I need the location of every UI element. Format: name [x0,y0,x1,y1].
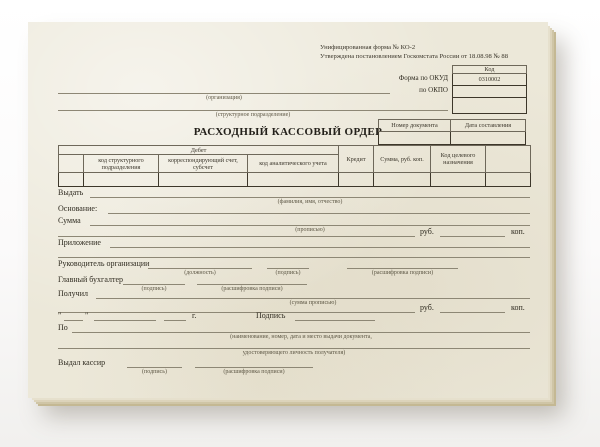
blank-header-cell [486,146,531,173]
accountant-signname-line [197,284,307,285]
doc-number-header: Номер документа [379,120,451,132]
received-sum-sublabel: (сумма прописью) [289,300,337,306]
entry-cell [339,173,374,187]
sum-line [90,225,530,226]
cashier-signature-sublabel: (подпись) [142,369,167,375]
analytic-col-header: код аналитического учета [248,155,339,173]
director-position-line [148,268,252,269]
director-position-sublabel: (должность) [184,270,216,276]
director-label: Руководитель организации [58,259,150,268]
day-line [64,320,83,321]
cashier-signname-line [195,367,313,368]
unit-line [58,110,448,111]
year-line [164,320,186,321]
extra-code-cell [453,98,527,114]
okpo-label: по ОКПО [419,86,448,94]
director-signname-sublabel: (расшифровка подписи) [371,270,434,276]
form-ref-line1: Унифицированная форма № КО-2 [320,44,416,51]
entry-cell [486,173,531,187]
kopecks-line-1 [440,236,505,237]
struct-col-header: код структурного подразделения [84,155,159,173]
basis-line [108,213,530,214]
okud-label: Форма по ОКУД [398,74,448,82]
blank-subheader-cell [59,155,84,173]
signature-line [295,320,375,321]
attachment-line-2 [58,257,530,258]
rub-label-1: руб. [420,227,434,236]
fio-sublabel: (фамилия, имя, отчество) [277,199,343,205]
received-continuation-line [58,312,415,313]
issue-to-line [90,197,530,198]
kop-label-1: коп. [511,227,525,236]
doc-date-cell [451,132,526,145]
basis-label: Основание: [58,204,98,213]
month-line [94,320,156,321]
accountant-label: Главный бухгалтер [58,275,123,284]
credit-header-cell: Кредит [339,146,374,173]
entry-cell [374,173,431,187]
year-label: г. [192,311,197,320]
okpo-value-cell [453,86,527,98]
rub-label-2: руб. [420,303,434,312]
kop-label-2: коп. [511,303,525,312]
entry-cell [159,173,248,187]
entry-cell [431,173,486,187]
accountant-signature-line [123,284,185,285]
cashier-signature-line [127,367,182,368]
entry-cell [248,173,339,187]
by-document-line [72,332,530,333]
sum-words-sublabel: (прописью) [295,227,325,233]
code-table [452,65,527,114]
by-document-label: По [58,323,68,332]
code-table-header: Код [453,66,527,74]
signature-label: Подпись [256,311,286,320]
kopecks-line-2 [440,312,505,313]
director-signname-line [347,268,458,269]
sum-label: Сумма [58,216,81,225]
entry-cell [84,173,159,187]
accountant-signname-sublabel: (расшифровка подписи) [221,286,283,292]
by-document-sublabel-2: удостоверяющего личность получателя) [242,350,346,356]
organization-sublabel: (организация) [206,95,242,101]
corr-col-header: корреспондирующий счет, субсчет [159,155,248,173]
received-line [96,298,530,299]
by-document-line-2 [58,348,530,349]
by-document-sublabel-1: (наименование, номер, дата и место выдачи документа, [230,334,372,340]
doc-date-header: Дата составления [451,120,526,132]
organization-line [58,93,390,94]
quote-open: " [58,311,62,320]
accountant-signature-sublabel: (подпись) [141,286,167,292]
sum-continuation-line [58,236,415,237]
attachment-label: Приложение [58,238,101,247]
form-title: РАСХОДНЫЙ КАССОВЫЙ ОРДЕР [193,126,383,138]
purpose-header-cell: Код целевого назначения [431,146,486,173]
cashier-signname-sublabel: (расшифровка подписи) [223,369,285,375]
sum-header-cell: Сумма, руб. коп. [374,146,431,173]
okud-value-cell: 0310002 [453,74,527,86]
quote-close: " [85,311,89,320]
main-accounting-table [58,145,531,187]
doc-number-cell [379,132,451,145]
form-ref-line2: Утверждена постановлением Госкомстата России от 18.08.98 № 88 [320,53,509,60]
unit-sublabel: (структурное подразделение) [215,112,291,118]
cash-order-form-pad [28,22,548,398]
cashier-label: Выдал кассир [58,358,106,367]
director-signature-sublabel: (подпись) [275,270,301,276]
received-label: Получил [58,289,88,298]
debit-header-cell: Дебет [59,146,339,155]
director-signature-line [267,268,309,269]
form-reference [320,43,526,61]
doc-number-table [378,119,526,145]
attachment-line [110,247,530,248]
entry-cell [59,173,84,187]
issue-to-label: Выдать [58,188,84,197]
